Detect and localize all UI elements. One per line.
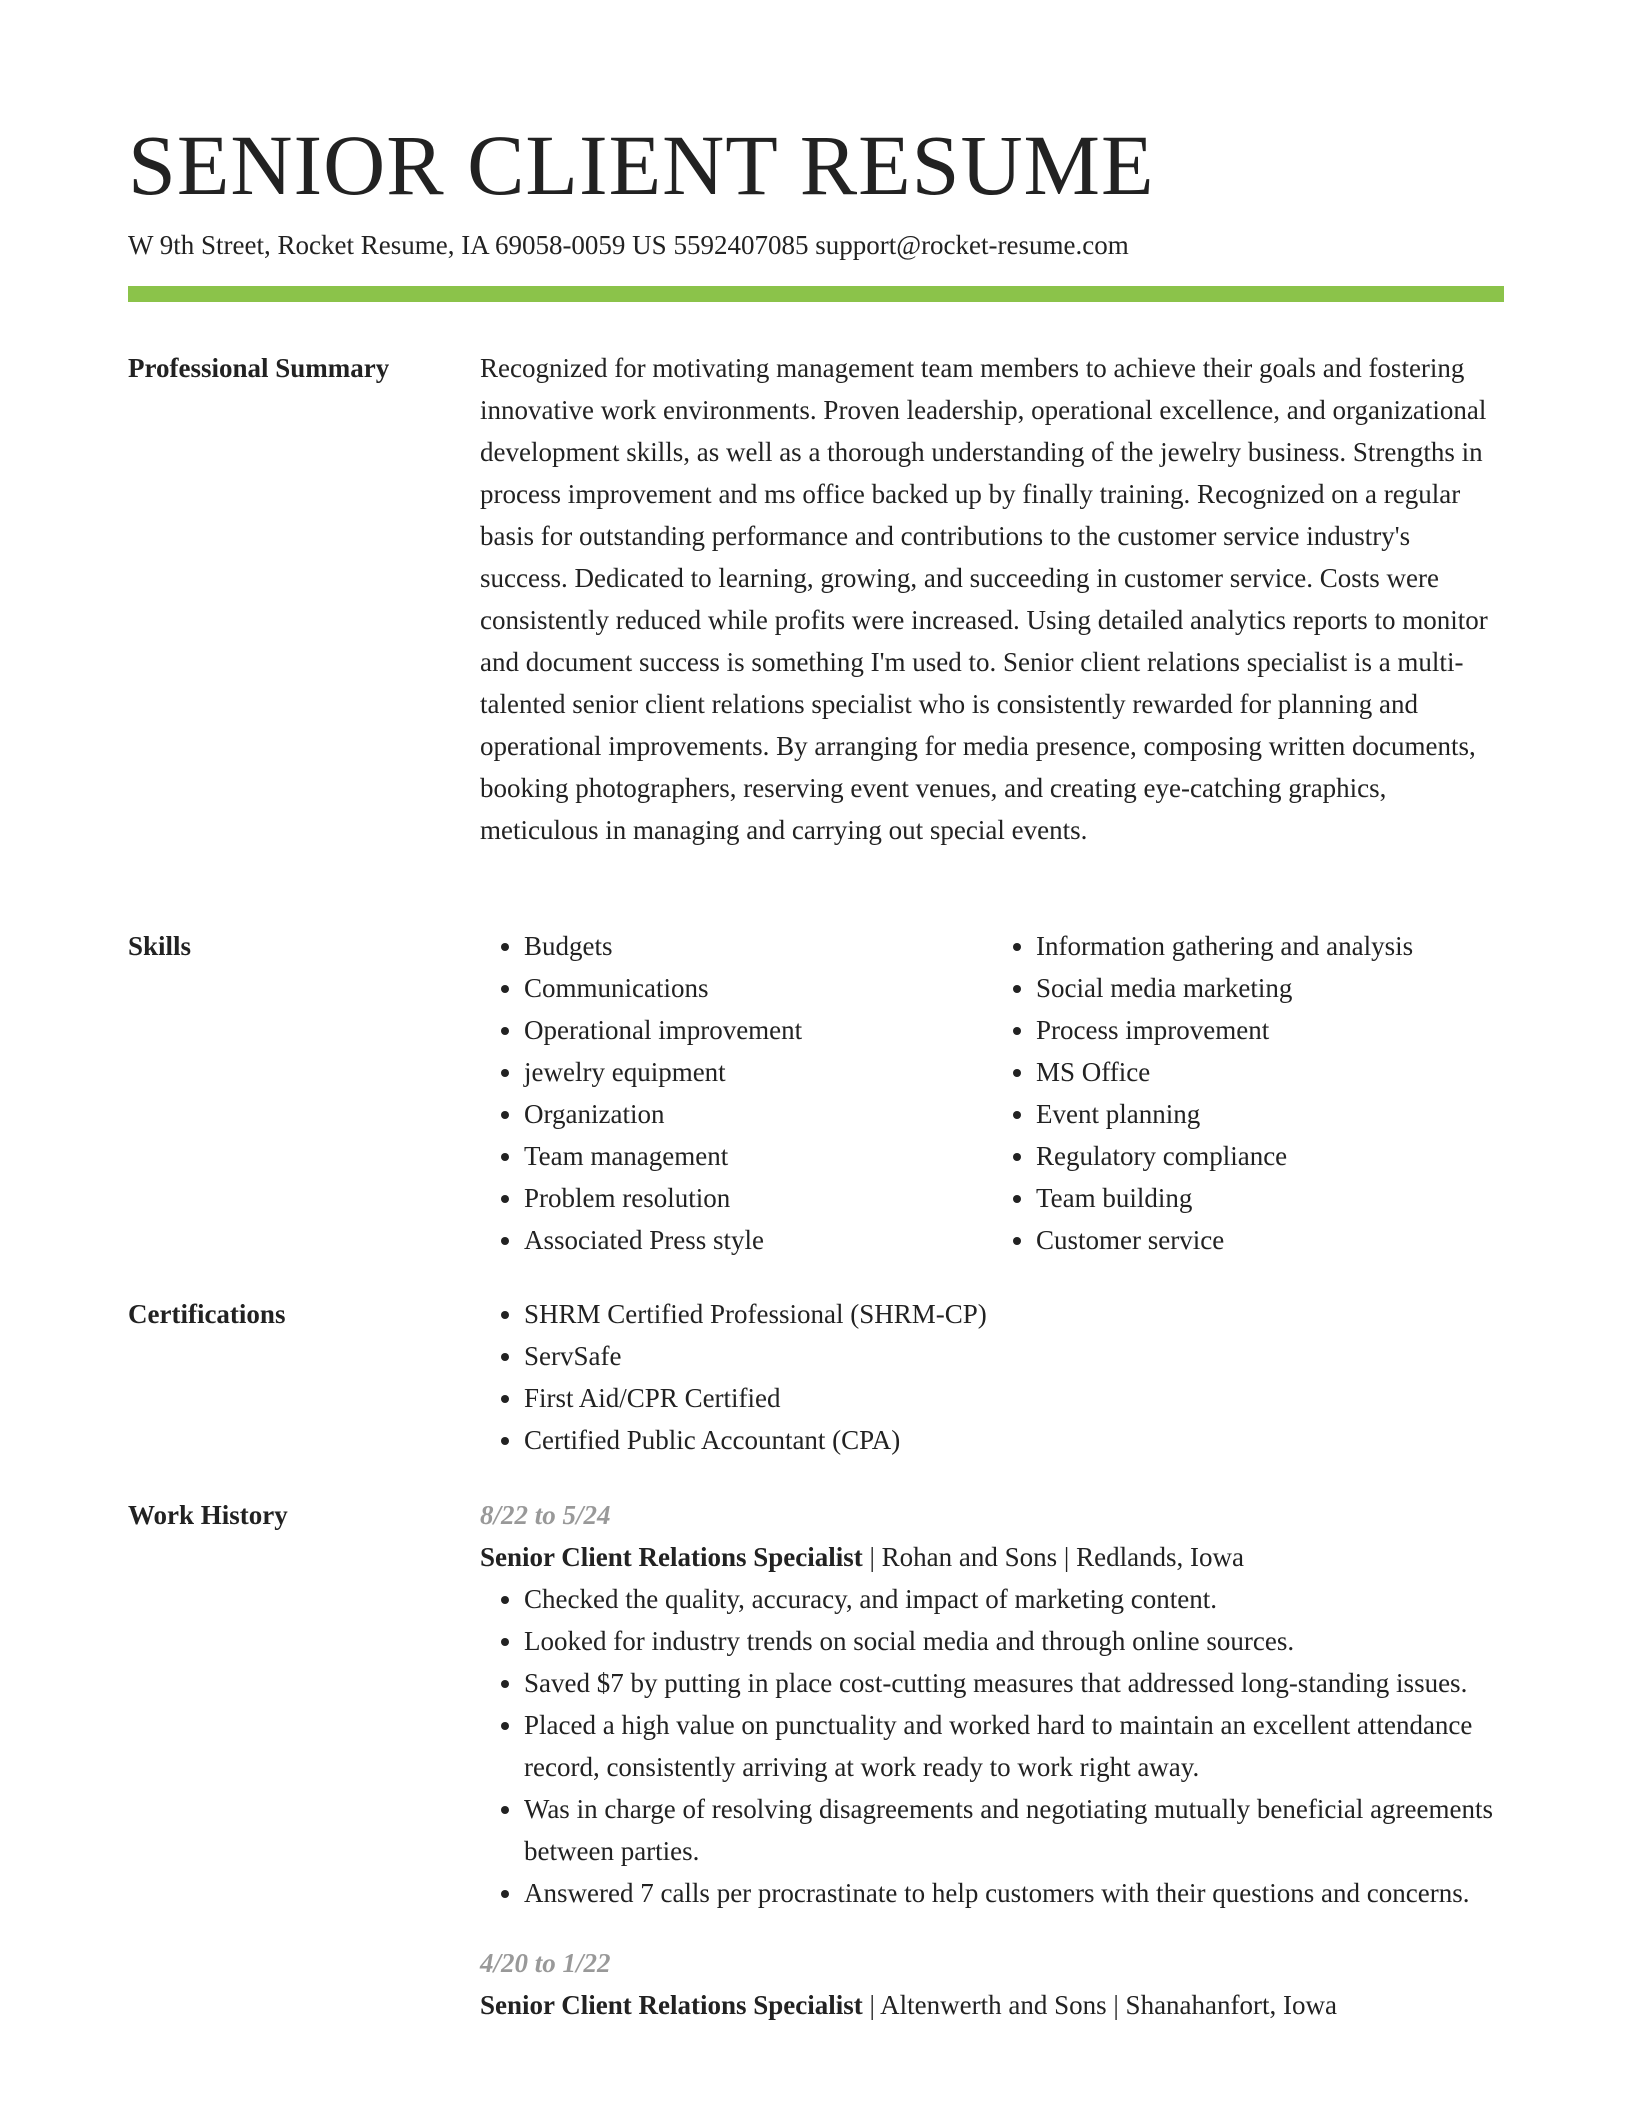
job-bullet: • Saved $7 by putting in place cost-cutting measures that addressed long-standing issues. <box>524 1662 1504 1704</box>
skills-heading: Skills <box>128 931 192 961</box>
job-bullet: • Checked the quality, accuracy, and impact of marketing content. <box>524 1578 1504 1620</box>
summary-text: Recognized for motivating management team members to achieve their goals and fostering innovative work environments. Proven leadership, operational excellence, and organizational development skills, as well as a thorough understanding of the jewelry business. Strengths in process improvement and ms office backed up by finally training. Recognized on a regular basis for outstanding performance and contributions to the customer service industry's success. Dedicated to learning, growing, and succeeding in customer service. Costs were consistently reduced while profits were increased. Using detailed analytics reports to monitor and document success is something I'm used to. Senior client relations specialist is a multi-talented senior client relations specialist who is consistently rewarded for planning and operational improvements. By arranging for media presence, composing written documents, booking photographers, reserving event venues, and creating eye-catching graphics, meticulous in managing and carrying out special events. <box>480 353 1488 845</box>
skill-item: • jewelry equipment <box>524 1051 992 1093</box>
job-dates: 4/20 to 1/22 <box>480 1948 611 1978</box>
skill-item: • Regulatory compliance <box>1036 1135 1504 1177</box>
job-title: Senior Client Relations Specialist <box>480 1542 863 1572</box>
skill-item: • Customer service <box>1036 1219 1504 1261</box>
summary-heading: Professional Summary <box>128 353 390 383</box>
skill-item: • Event planning <box>1036 1093 1504 1135</box>
job-title-line <box>480 1984 1504 2026</box>
skill-item: • Problem resolution <box>524 1177 992 1219</box>
contact-address: W 9th Street, Rocket Resume, IA 69058-0059 US <box>128 230 667 260</box>
skills-list-left <box>480 925 992 1261</box>
job-dates: 8/22 to 5/24 <box>480 1500 611 1530</box>
certification-item: • SHRM Certified Professional (SHRM-CP) <box>524 1293 1504 1335</box>
skill-item: • Team management <box>524 1135 992 1177</box>
header-divider <box>128 286 1504 302</box>
skill-item: • Budgets <box>524 925 992 967</box>
job-bullet: • Looked for industry trends on social media and through online sources. <box>524 1620 1504 1662</box>
job-bullets <box>480 1578 1504 1914</box>
skill-item: • Operational improvement <box>524 1009 992 1051</box>
certifications-heading: Certifications <box>128 1299 286 1329</box>
resume-name: SENIOR CLIENT RESUME <box>128 117 1155 213</box>
job-bullet: • Placed a high value on punctuality and worked hard to maintain an excellent attendance record, consistently arriving at work ready to work right away. <box>524 1704 1504 1788</box>
certification-item: • ServSafe <box>524 1335 1504 1377</box>
certification-item: • First Aid/CPR Certified <box>524 1377 1504 1419</box>
contact-line <box>128 230 1129 261</box>
skills-list-right <box>992 925 1504 1261</box>
summary-body <box>480 347 1504 851</box>
certifications-list <box>480 1293 1504 1461</box>
job-entry <box>480 1494 1504 1914</box>
skill-item: • Process improvement <box>1036 1009 1504 1051</box>
skills-body <box>480 925 1504 1261</box>
certifications-body <box>480 1293 1504 1461</box>
certification-item: • Certified Public Accountant (CPA) <box>524 1419 1504 1461</box>
job-bullet: • Was in charge of resolving disagreements and negotiating mutually beneficial agreements between parties. <box>524 1788 1504 1872</box>
skill-item: • MS Office <box>1036 1051 1504 1093</box>
job-employer-location: | Rohan and Sons | Redlands, Iowa <box>862 1542 1245 1572</box>
skill-item: • Communications <box>524 967 992 1009</box>
contact-email: support@rocket-resume.com <box>815 230 1129 260</box>
job-title: Senior Client Relations Specialist <box>480 1990 863 2020</box>
skill-item: • Associated Press style <box>524 1219 992 1261</box>
job-title-line <box>480 1536 1504 1578</box>
job-bullet: • Answered 7 calls per procrastinate to help customers with their questions and concerns. <box>524 1872 1504 1914</box>
skill-item: • Information gathering and analysis <box>1036 925 1504 967</box>
job-employer-location: | Altenwerth and Sons | Shanahanfort, Iowa <box>862 1990 1337 2020</box>
skill-item: • Organization <box>524 1093 992 1135</box>
work-history-heading: Work History <box>128 1500 288 1530</box>
contact-phone: 5592407085 <box>673 230 809 260</box>
skill-item: • Team building <box>1036 1177 1504 1219</box>
work-history-body <box>480 1494 1504 2026</box>
skill-item: • Social media marketing <box>1036 967 1504 1009</box>
job-entry <box>480 1942 1504 2026</box>
